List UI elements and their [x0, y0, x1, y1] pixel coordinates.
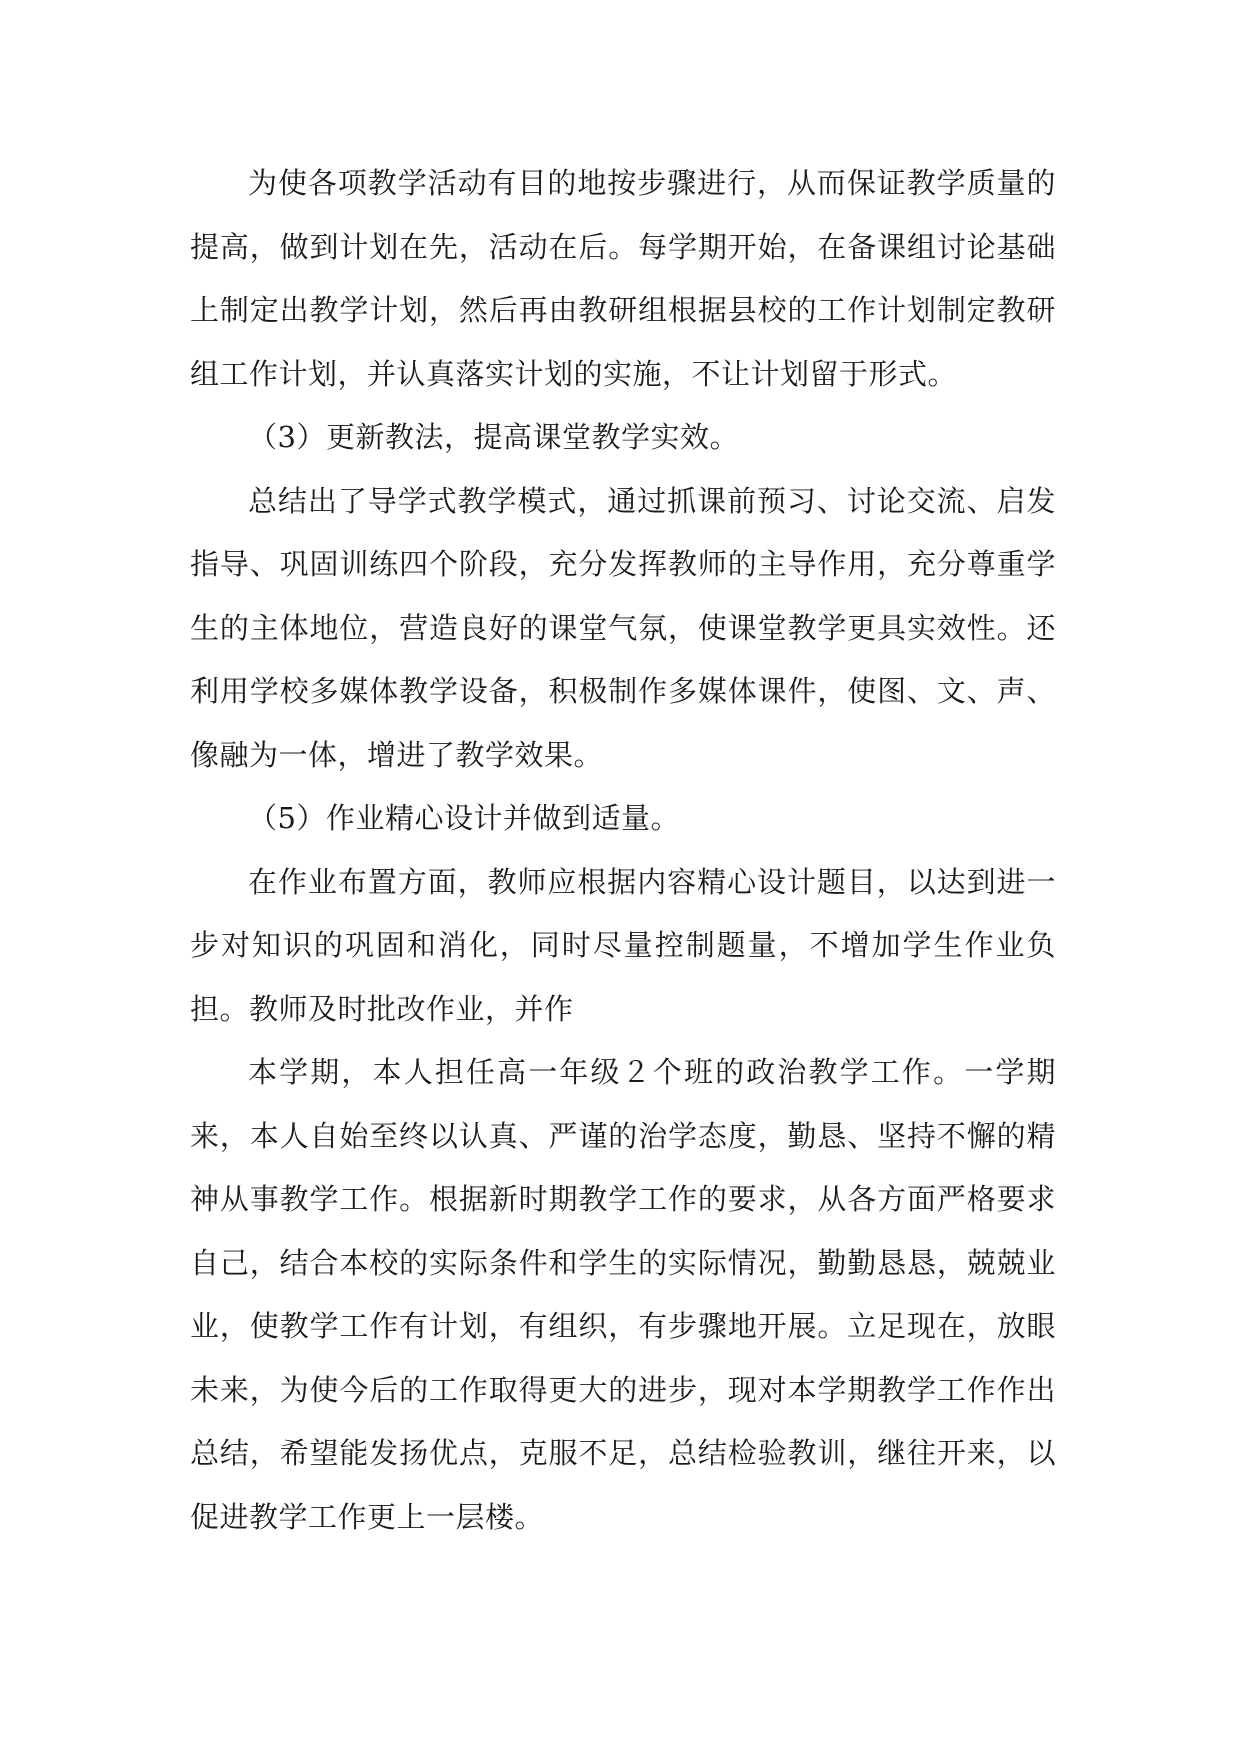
paragraph-homework-assignment: 在作业布置方面，教师应根据内容精心设计题目，以达到进一步对知识的巩固和消化，同时尽量控制题量，不增加学生作业负担。教师及时批改作业，并作	[190, 864, 1056, 1026]
paragraph-semester-summary: 本学期，本人担任高一年级２个班的政治教学工作。一学期来，本人自始至终以认真、严谨的治学态度，勤恳、坚持不懈的精神从事教学工作。根据新时期教学工作的要求，从各方面严格要求自己，结合本校的实际条件和学生的实际情况，勤勤恳恳，兢兢业业，使教学工作有计划，有组织，有步骤地开展。立足现在，放眼未来，为使今后的工作取得更大的进步，现对本学期教学工作作出总结，希望能发扬优点，克服不足，总结检验教训，继往开来，以促进教学工作更上一层楼。	[190, 1055, 1056, 1534]
document-body	[190, 152, 1056, 1549]
heading-homework-design: （5）作业精心设计并做到适量。	[248, 801, 680, 835]
heading-update-teaching-methods: （3）更新教法，提高课堂教学实效。	[248, 420, 739, 454]
paragraph-teaching-plan: 为使各项教学活动有目的地按步骤进行，从而保证教学质量的提高，做到计划在先，活动在后。每学期开始，在备课组讨论基础上制定出教学计划，然后再由教研组根据县校的工作计划制定教研组工作计划，并认真落实计划的实施，不让计划留于形式。	[190, 166, 1056, 391]
paragraph-guided-learning-model: 总结出了导学式教学模式，通过抓课前预习、讨论交流、启发指导、巩固训练四个阶段，充分发挥教师的主导作用，充分尊重学生的主体地位，营造良好的课堂气氛，使课堂教学更具实效性。还利用学校多媒体教学设备，积极制作多媒体课件，使图、文、声、像融为一体，增进了教学效果。	[190, 483, 1056, 772]
